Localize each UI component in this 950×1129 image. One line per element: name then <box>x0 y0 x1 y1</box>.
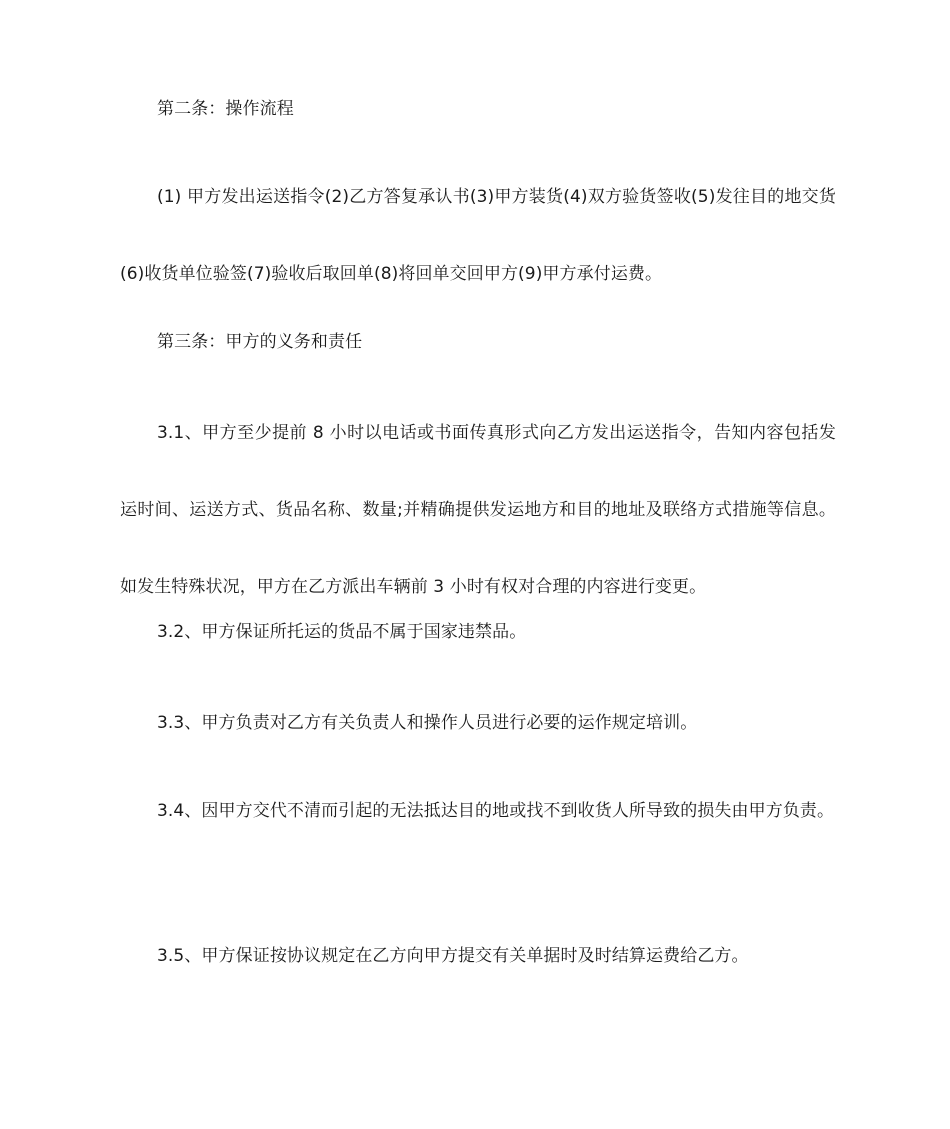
article-2-heading: 第二条：操作流程 <box>157 99 294 119</box>
article-3-heading: 第三条：甲方的义务和责任 <box>157 332 363 352</box>
clause-3-4-paragraph: 3.4、因甲方交代不清而引起的无法抵达目的地或找不到收货人所导致的损失由甲方负责。 <box>157 801 835 821</box>
clause-3-5-paragraph: 3.5、甲方保证按协议规定在乙方向甲方提交有关单据时及时结算运费给乙方。 <box>157 946 749 966</box>
clause-3-2-paragraph: 3.2、甲方保证所托运的货品不属于国家违禁品。 <box>157 622 527 642</box>
clause-3-3-paragraph: 3.3、甲方负责对乙方有关负责人和操作人员进行必要的运作规定培训。 <box>157 713 698 733</box>
clause-3-1-paragraph: 3.1、甲方至少提前 8 小时以电话或书面传真形式向乙方发出运送指令，告知内容包括发运时间、运送方式、货品名称、数量;并精确提供发运地方和目的地址及联络方式措施等信息。如发生特殊状况，甲方在乙方派出车辆前 3 小时有权对合理的内容进行变更。 <box>120 423 836 597</box>
operation-process-paragraph: (1) 甲方发出运送指令(2)乙方答复承认书(3)甲方装货(4)双方验货签收(5)发往目的地交货(6)收货单位验签(7)验收后取回单(8)将回单交回甲方(9)甲方承付运费。 <box>120 187 836 284</box>
